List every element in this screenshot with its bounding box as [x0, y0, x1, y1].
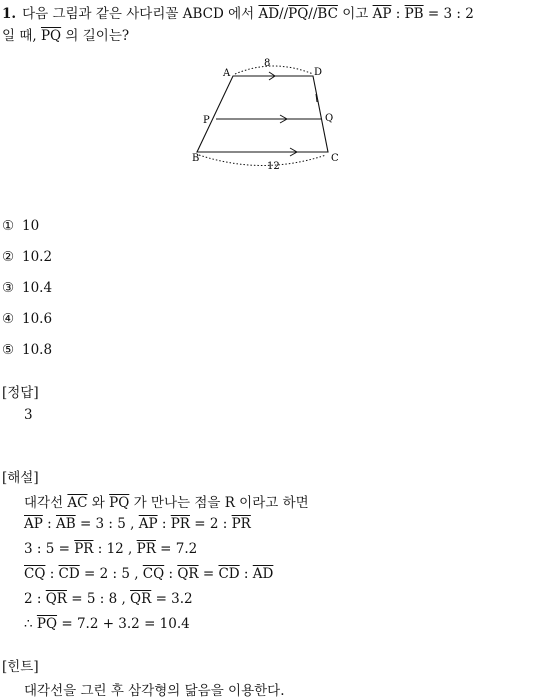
segment-pr: $\overline{PR}$ [136, 541, 156, 557]
question-line-1 [2, 2, 474, 22]
explanation-text: 3 : 5 = [24, 541, 75, 557]
segment-ap: $\overline{AP}$ [24, 516, 43, 532]
parallel-sign: // [279, 6, 289, 22]
question-line-2 [2, 24, 129, 44]
choice-2[interactable] [2, 249, 52, 265]
explanation-text: = [198, 566, 219, 582]
parallel-arrow-icon [267, 115, 287, 123]
segment-bc: $\overline{BC}$ [317, 6, 338, 22]
question-number: 1. [2, 6, 17, 22]
choice-mark: ④ [2, 311, 15, 327]
explanation-line-6 [24, 616, 190, 632]
point-q-label: Q [325, 113, 334, 124]
trapezoid-outline [197, 76, 328, 152]
explanation-text: : [157, 516, 171, 532]
top-length-label: 8 [264, 58, 271, 69]
question-text: 이고 [337, 6, 373, 22]
segment-pr: $\overline{PR}$ [231, 516, 251, 532]
trapezoid-figure [185, 56, 345, 174]
segment-cq: $\overline{CQ}$ [142, 566, 165, 582]
ratio-value: = 3 : 2 [423, 6, 474, 22]
explanation-line-4 [24, 566, 273, 582]
choice-value: 10.8 [22, 342, 53, 358]
parallel-sign: // [308, 6, 318, 22]
choice-mark: ③ [2, 280, 15, 296]
bottom-length-label: 12 [267, 161, 280, 172]
explanation-line-2 [24, 516, 251, 532]
choice-5[interactable] [2, 342, 52, 358]
segment-pq: $\overline{PQ}$ [109, 495, 130, 511]
segment-ab: $\overline{AB}$ [55, 516, 76, 532]
parallel-arrow-icon [275, 148, 297, 156]
explanation-text: = 3 : 5 , [75, 516, 139, 532]
choice-mark: ① [2, 218, 15, 234]
segment-ad: $\overline{AD}$ [252, 566, 274, 582]
segment-pq: $\overline{PQ}$ [36, 616, 58, 632]
explanation-text: : [45, 566, 59, 582]
segment-pr: $\overline{PR}$ [74, 541, 94, 557]
vertex-d-label: D [314, 67, 323, 78]
choice-4[interactable] [2, 311, 52, 327]
segment-qr: $\overline{QR}$ [130, 591, 152, 607]
vertex-c-label: C [331, 153, 339, 164]
explanation-line-3 [24, 541, 197, 557]
explanation-text: 2 : [24, 591, 46, 607]
choice-value: 10 [22, 218, 40, 234]
explanation-text: ∴ [24, 616, 37, 632]
explanation-text: = 2 : 5 , [79, 566, 143, 582]
answer-title: [정답] [2, 385, 39, 401]
choice-value: 10.4 [22, 280, 53, 296]
explanation-text: : [239, 566, 253, 582]
segment-ap: $\overline{AP}$ [372, 6, 392, 22]
segment-qr: $\overline{QR}$ [45, 591, 67, 607]
hint-text: 대각선을 그린 후 삼각형의 닮음을 이용한다. [24, 683, 285, 699]
choice-mark: ② [2, 249, 15, 265]
choice-1[interactable] [2, 218, 39, 234]
segment-pq: $\overline{PQ}$ [288, 6, 309, 22]
segment-cd: $\overline{CD}$ [58, 566, 80, 582]
explanation-text: 대각선 [24, 495, 68, 511]
top-length-arc [235, 66, 313, 74]
segment-cd: $\overline{CD}$ [218, 566, 240, 582]
segment-pq: $\overline{PQ}$ [40, 28, 62, 44]
question-text: 다음 그림과 같은 사다리꼴 ABCD 에서 [22, 6, 259, 22]
explanation-text: = 2 : [189, 516, 232, 532]
segment-qr: $\overline{QR}$ [177, 566, 199, 582]
explanation-text: : [42, 516, 56, 532]
segment-ap: $\overline{AP}$ [138, 516, 158, 532]
segment-cq: $\overline{CQ}$ [24, 566, 46, 582]
question-text: 일 때, [2, 28, 41, 44]
explanation-title: [해설] [2, 470, 39, 486]
explanation-text: 와 [87, 495, 110, 511]
explanation-line-5 [24, 591, 193, 607]
explanation-text: = 3.2 [151, 591, 193, 607]
point-p-label: P [203, 115, 210, 126]
segment-ac: $\overline{AC}$ [67, 495, 88, 511]
choice-value: 10.2 [22, 249, 53, 265]
segment-pr: $\overline{PR}$ [170, 516, 190, 532]
question-text: 의 길이는? [61, 28, 130, 44]
explanation-text: = 7.2 [155, 541, 198, 557]
explanation-text: : [164, 566, 178, 582]
choice-3[interactable] [2, 280, 52, 296]
explanation-text: = 5 : 8 , [66, 591, 131, 607]
parallel-arrow-icon [261, 72, 275, 80]
bottom-length-arc [199, 155, 326, 166]
explanation-line-1 [24, 491, 309, 511]
vertex-a-label: A [223, 68, 231, 79]
explanation-text: = 7.2 + 3.2 = 10.4 [57, 616, 190, 632]
answer-value: 3 [24, 407, 33, 423]
vertex-b-label: B [192, 153, 200, 164]
segment-pb: $\overline{PB}$ [404, 6, 424, 22]
ratio-sign: : [391, 6, 405, 22]
choice-value: 10.6 [22, 311, 53, 327]
explanation-text: : 12 , [93, 541, 137, 557]
explanation-text: 가 만나는 점을 R 이라고 하면 [129, 495, 309, 511]
segment-ad: $\overline{AD}$ [258, 6, 280, 22]
hint-title: [힌트] [2, 659, 39, 675]
choice-mark: ⑤ [2, 342, 15, 358]
